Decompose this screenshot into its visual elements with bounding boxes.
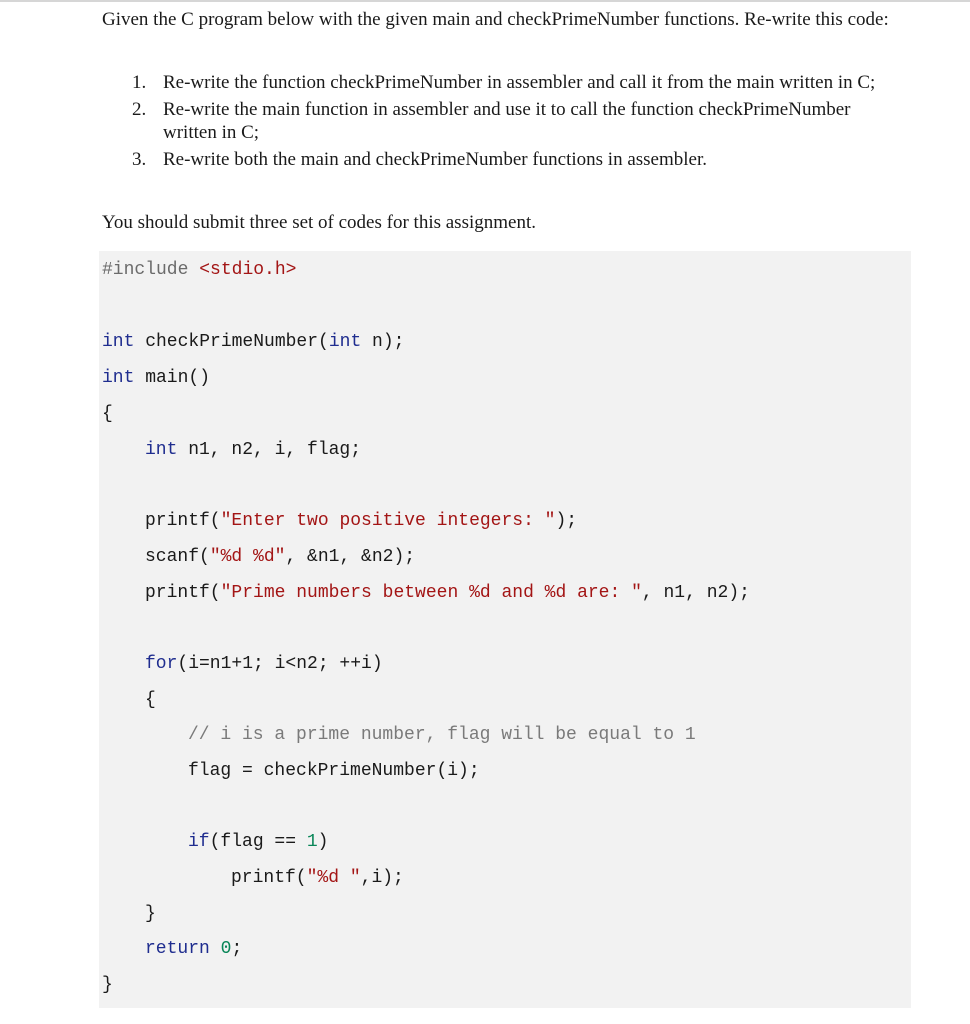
range-args: , n1, n2);: [641, 583, 750, 603]
include-header: <stdio.h>: [199, 260, 297, 280]
statement-close: );: [555, 511, 578, 531]
prompt-string: "Enter two positive integers: ": [220, 511, 556, 531]
task-item: [102, 148, 902, 171]
code-line-main-close-brace: }: [102, 975, 113, 995]
paren-close: ): [317, 832, 329, 852]
code-line-main-signature: [102, 366, 210, 390]
task-text: Re-write the function checkPrimeNumber in assembler and call it from the main written in C;: [163, 72, 876, 93]
scanf-call: scanf(: [145, 547, 210, 567]
code-line-for-loop: [145, 652, 383, 676]
printf-call: printf(: [231, 868, 307, 888]
task-number: 2.: [132, 99, 147, 120]
if-condition: (flag ==: [209, 832, 307, 852]
code-block: [99, 251, 911, 1008]
main-signature: main(): [134, 368, 211, 388]
keyword-int: int: [328, 332, 362, 352]
include-directive: #include: [102, 260, 189, 280]
code-line-printf-result: [231, 866, 404, 890]
code-line-printf-prompt: [145, 509, 577, 533]
for-header: (i=n1+1; i<n2; ++i): [177, 654, 383, 674]
task-number: 3.: [132, 149, 147, 170]
code-line-loop-close-brace: }: [145, 904, 156, 924]
if-value: 1: [306, 832, 318, 852]
code-line-declarations: [145, 438, 361, 462]
printf-format: "%d ": [306, 868, 361, 888]
keyword-return: return: [145, 939, 210, 959]
keyword-for: for: [145, 654, 178, 674]
intro-paragraph: Given the C program below with the given main and checkPrimeNumber functions. Re-write this code:: [102, 9, 889, 30]
code-line-flag-assign: flag = checkPrimeNumber(i);: [188, 761, 480, 781]
code-line-if: [188, 830, 328, 854]
task-number: 1.: [132, 72, 147, 93]
keyword-int: int: [145, 440, 178, 460]
code-line-return: [145, 937, 242, 961]
semicolon: ;: [231, 939, 243, 959]
top-divider: [0, 0, 970, 2]
code-line-prototype: [102, 330, 404, 354]
prototype-name: checkPrimeNumber(: [134, 332, 329, 352]
task-item: [102, 71, 902, 94]
code-line-include: [102, 258, 296, 282]
code-line-loop-open-brace: {: [145, 690, 156, 710]
code-line-comment: // i is a prime number, flag will be equal to 1: [188, 725, 696, 745]
prototype-param: n);: [361, 332, 405, 352]
return-value: 0: [220, 939, 232, 959]
code-line-main-open-brace: {: [102, 404, 113, 424]
submission-note: You should submit three set of codes for this assignment.: [102, 212, 536, 233]
printf-call: printf(: [145, 583, 221, 603]
printf-args: ,i);: [360, 868, 404, 888]
keyword-if: if: [188, 832, 210, 852]
declaration-vars: n1, n2, i, flag;: [177, 440, 362, 460]
scanf-format: "%d %d": [209, 547, 286, 567]
task-text: Re-write the main function in assembler and use it to call the function checkPrimeNumber written in C;: [163, 99, 851, 143]
range-string: "Prime numbers between %d and %d are: ": [220, 583, 642, 603]
keyword-int: int: [102, 332, 135, 352]
code-line-scanf: [145, 545, 415, 569]
task-text: Re-write both the main and checkPrimeNumber functions in assembler.: [163, 149, 707, 170]
printf-call: printf(: [145, 511, 221, 531]
task-list: [102, 71, 902, 175]
task-item: [102, 98, 902, 144]
code-line-printf-range: [145, 581, 750, 605]
scanf-args: , &n1, &n2);: [285, 547, 416, 567]
keyword-int: int: [102, 368, 135, 388]
